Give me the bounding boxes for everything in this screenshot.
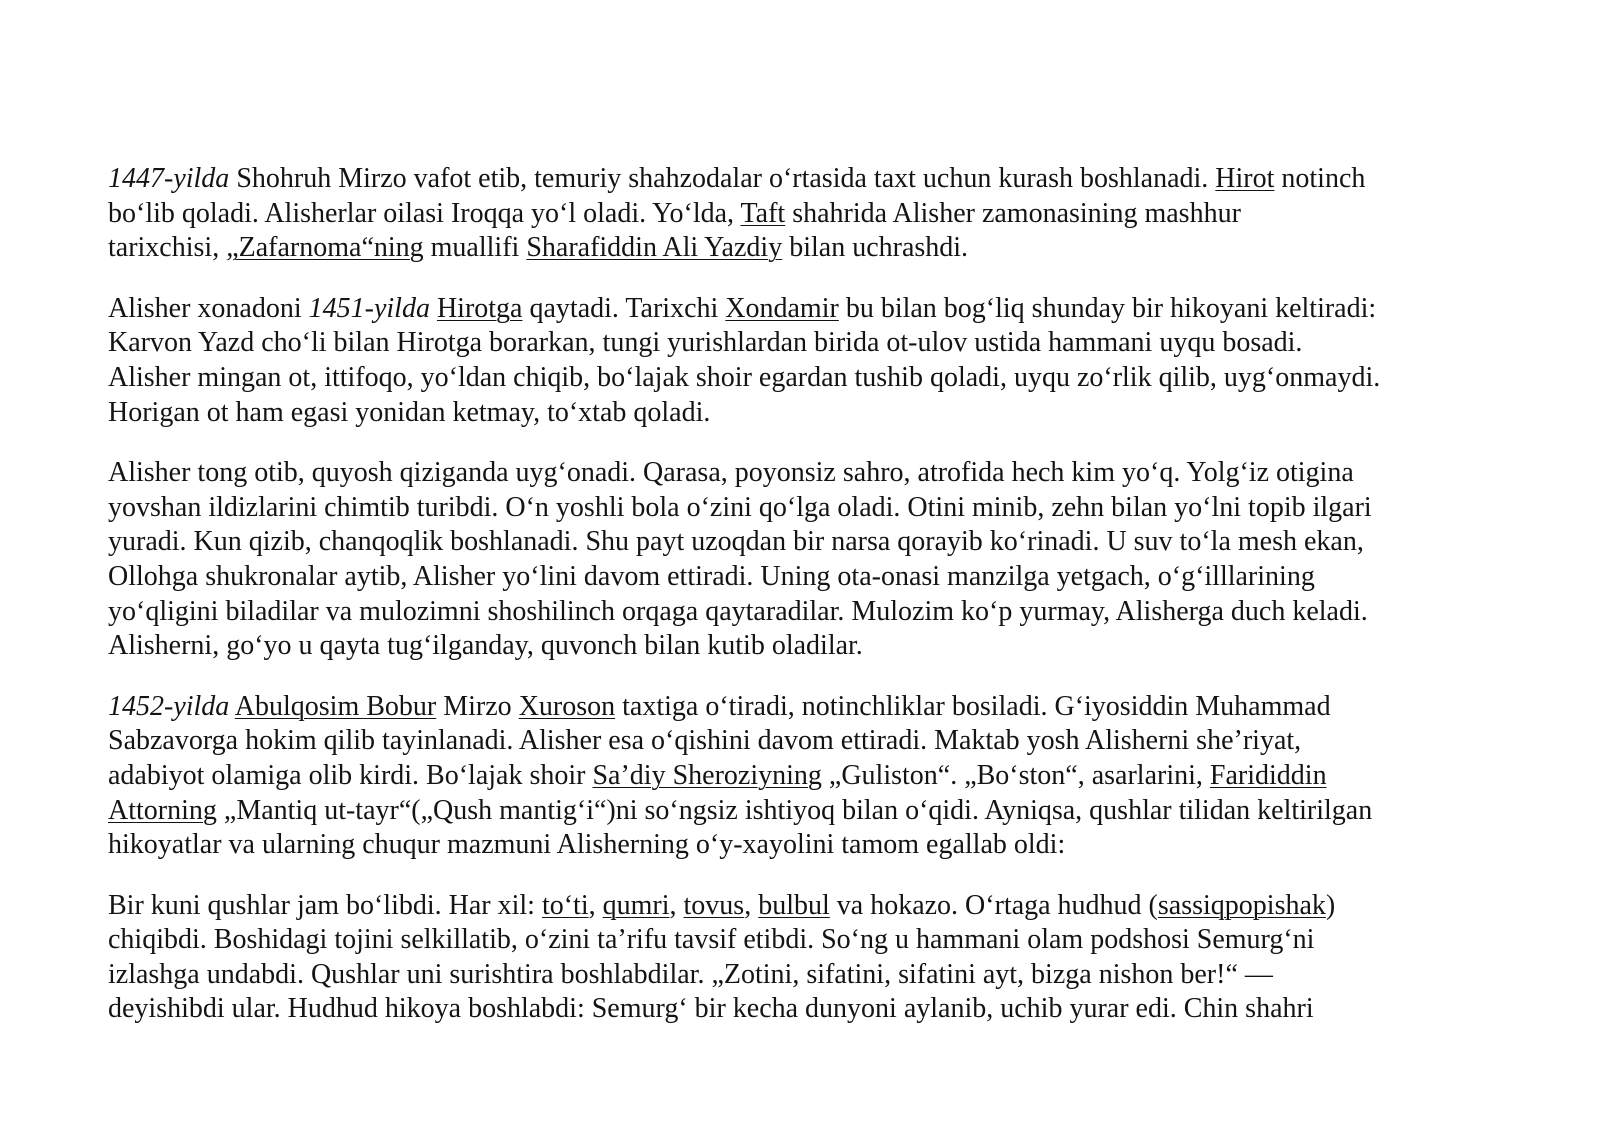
link-xondamir[interactable]: Xondamir xyxy=(725,292,839,324)
year-text: 1447-yilda xyxy=(108,163,230,194)
link-sassiqpopishak[interactable]: sassiqpopishak xyxy=(1157,889,1326,921)
text-line xyxy=(108,456,1508,491)
text-line xyxy=(108,794,1508,829)
text-run: Alisher mingan ot, ittifoqo, yo‘ldan chiqib, bo‘lajak shoir egardan tushib qoladi, uyqu zo‘rlik qilib, uyg‘onmaydi. xyxy=(108,361,1381,393)
text-line xyxy=(108,923,1508,958)
text-run: qaytadi. Tarixchi xyxy=(522,292,726,324)
text-run: bu bilan bog‘liq shunday bir hikoyani keltiradi: xyxy=(838,292,1377,324)
link-zafarnoma[interactable]: „Zafarnoma“ning xyxy=(226,232,424,264)
link-farididdin-attor[interactable]: Attorning xyxy=(108,794,217,826)
text-run: Mirzo xyxy=(436,690,519,722)
link-hirot[interactable]: Hirot xyxy=(1215,163,1275,194)
text-line xyxy=(108,595,1508,630)
text-run xyxy=(430,293,437,324)
link-xuroson[interactable]: Xuroson xyxy=(518,690,616,722)
text-line xyxy=(108,292,1508,327)
link-bulbul[interactable]: bulbul xyxy=(758,889,830,921)
text-run: tarixchisi, xyxy=(108,232,227,264)
text-line xyxy=(108,162,1508,197)
text-run: Horigan ot ham egasi yonidan ketmay, to‘xtab qoladi. xyxy=(108,396,711,428)
text-run: hikoyatlar va ularning chuqur mazmuni Alisherning o‘y-xayolini tamom egallab oldi: xyxy=(108,829,1066,861)
link-sharafiddin-ali-yazdiy[interactable]: Sharafiddin Ali Yazdiy xyxy=(526,232,783,264)
year-text: 1451-yilda xyxy=(308,292,430,324)
text-line xyxy=(108,326,1508,361)
text-run: ) xyxy=(1325,889,1336,921)
link-taft[interactable]: Taft xyxy=(740,197,786,229)
text-run: shahrida Alisher zamonasining mashhur xyxy=(785,197,1241,229)
text-run: Alisher xonadoni xyxy=(108,292,309,324)
text-line xyxy=(108,197,1508,232)
text-line xyxy=(108,396,1508,431)
text-line xyxy=(108,560,1508,595)
text-run: , xyxy=(669,889,684,921)
link-tovus[interactable]: tovus xyxy=(683,889,745,921)
paragraph-3 xyxy=(108,456,1508,664)
text-run: chiqibdi. Boshidagi tojini selkillatib, o‘zini ta’rifu tavsif etibdi. So‘ng u hammani olam podshosi Semurg‘ni xyxy=(108,924,1315,956)
text-run: yuradi. Kun qizib, chanqoqlik boshlanadi. Shu payt uzoqdan bir narsa qorayib ko‘rinadi. U suv to‘la mesh ekan, xyxy=(108,526,1364,558)
text-run: taxtiga o‘tiradi, notinchliklar bosiladi. G‘iyosiddin Muhammad xyxy=(615,690,1331,722)
text-line xyxy=(108,231,1508,266)
text-run: Shohruh Mirzo vafot etib, temuriy shahzodalar o‘rtasida taxt uchun kurash boshlanadi. xyxy=(229,163,1216,194)
text-line xyxy=(108,724,1508,759)
text-run: notinch xyxy=(1274,163,1366,194)
year-text: 1452-yilda xyxy=(108,690,230,722)
text-run: Alisher tong otib, quyosh qiziganda uyg‘onadi. Qarasa, poyonsiz sahro, atrofida hech kim yo‘q. Yolg‘iz otigina xyxy=(108,457,1354,489)
text-line xyxy=(108,889,1508,924)
text-line xyxy=(108,629,1508,664)
text-run: adabiyot olamiga olib kirdi. Bo‘lajak shoir xyxy=(108,759,593,791)
text-run: bilan uchrashdi. xyxy=(782,232,969,264)
paragraph-5 xyxy=(108,889,1508,1027)
paragraph-4 xyxy=(108,690,1508,863)
text-run: Sabzavorga hokim qilib tayinlanadi. Alisher esa o‘qishini davom ettiradi. Maktab yosh Alisherni she’riyat, xyxy=(108,725,1302,757)
link-qumri[interactable]: qumri xyxy=(602,889,670,921)
text-line xyxy=(108,525,1508,560)
text-run: , xyxy=(588,889,603,921)
text-run: va hokazo. O‘rtaga hudhud ( xyxy=(829,889,1158,921)
paragraph-2 xyxy=(108,292,1508,430)
text-run: Bir kuni qushlar jam bo‘libdi. Har xil: xyxy=(108,889,542,921)
text-run: Alisherni, go‘yo u qayta tug‘ilganday, quvonch bilan kutib oladilar. xyxy=(108,630,863,662)
paragraph-1 xyxy=(108,162,1508,266)
text-line xyxy=(108,759,1508,794)
text-line xyxy=(108,361,1508,396)
text-run: izlashga undabdi. Qushlar uni surishtira boshlabdilar. „Zotini, sifatini, sifatini ayt, bizga nishon ber!“ — xyxy=(108,958,1273,990)
text-run: yo‘qligini biladilar va mulozimni shoshilinch orqaga qaytaradilar. Mulozim ko‘p yurmay, Alisherga duch keladi. xyxy=(108,595,1368,627)
text-run: bo‘lib qoladi. Alisherlar oilasi Iroqqa yo‘l oladi. Yo‘lda, xyxy=(108,197,741,229)
text-run: Karvon Yazd cho‘li bilan Hirotga borarkan, tungi yurishlardan birida ot-ulov ustida hammani uyqu bosadi. xyxy=(108,327,1303,359)
link-hirotga[interactable]: Hirotga xyxy=(436,292,523,324)
text-line xyxy=(108,690,1508,725)
link-sadiy-sheroziy[interactable]: Sa’diy Sheroziyning xyxy=(592,759,822,791)
text-line xyxy=(108,828,1508,863)
text-run: muallifi xyxy=(423,232,527,264)
text-line xyxy=(108,992,1508,1027)
text-run: „Mantiq ut-tayr“(„Qush mantig‘i“)ni so‘ngsiz ishtiyoq bilan o‘qidi. Ayniqsa, qushlar tilidan keltirilgan xyxy=(216,794,1373,826)
text-run: „Guliston“. „Bo‘ston“, asarlarini, xyxy=(821,759,1210,791)
text-run: yovshan ildizlarini chimtib turibdi. O‘n yoshli bola o‘zini qo‘lga oladi. Otini minib, zehn bilan yo‘lni topib ilgari xyxy=(108,491,1372,523)
text-run: Ollohga shukronalar aytib, Alisher yo‘lini davom ettiradi. Uning ota-onasi manzilga yetgach, o‘g‘illlarining xyxy=(108,560,1315,592)
link-toti[interactable]: to‘ti xyxy=(541,889,589,921)
document-page xyxy=(108,162,1508,1053)
text-run: deyishibdi ular. Hudhud hikoya boshlabdi: Semurg‘ bir kecha dunyoni aylanib, uchib yurar edi. Chin shahri xyxy=(108,993,1314,1025)
text-line xyxy=(108,958,1508,993)
link-farididdin-attor[interactable]: Farididdin xyxy=(1209,759,1327,791)
text-line xyxy=(108,491,1508,526)
link-abulqosim-bobur[interactable]: Abulqosim Bobur xyxy=(234,690,437,722)
text-run: , xyxy=(744,889,759,921)
